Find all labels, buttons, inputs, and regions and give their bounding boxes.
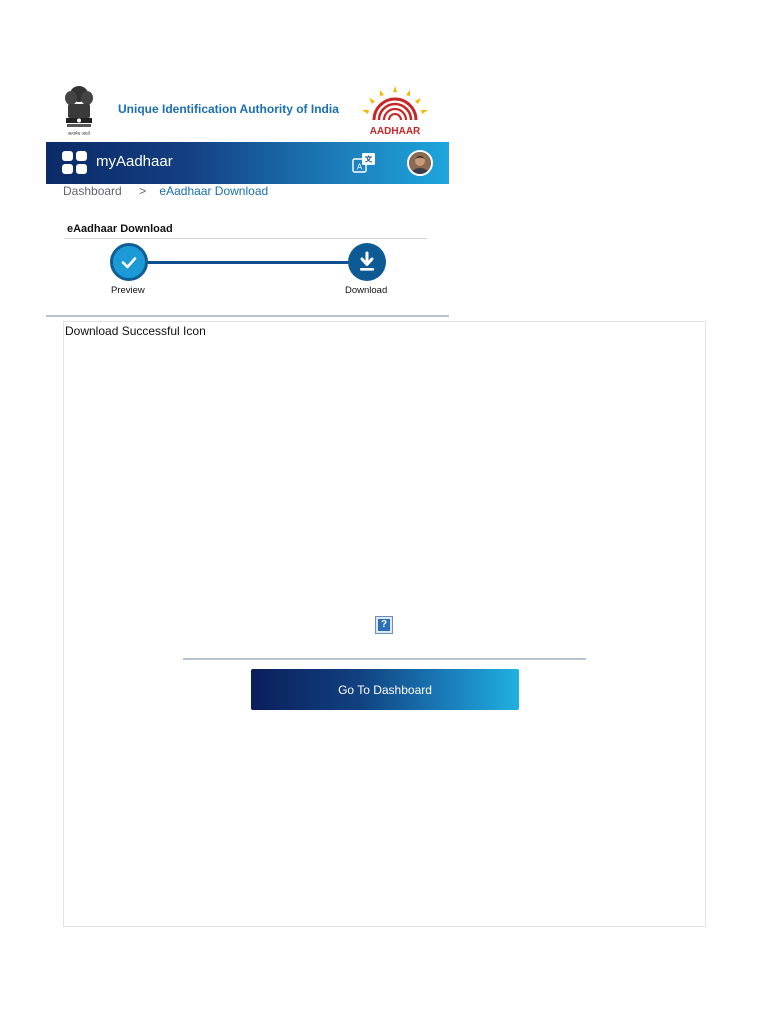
breadcrumb-separator-icon: > [139, 184, 147, 198]
app-title: myAadhaar [96, 153, 173, 170]
aadhaar-logo [358, 86, 432, 136]
step-preview [110, 243, 148, 281]
main-panel [63, 321, 706, 927]
app-bar [46, 142, 449, 184]
broken-image-icon: ? [375, 616, 393, 634]
org-name: Unique Identification Authority of India [118, 102, 339, 116]
emblem-motto: सत्यमेव जयते [67, 132, 91, 137]
breadcrumb [63, 184, 268, 198]
aadhaar-logo-text: AADHAAR [369, 126, 421, 136]
step-preview-label: Preview [111, 285, 145, 296]
section-divider [65, 238, 427, 239]
step-download [348, 243, 386, 281]
download-icon [348, 243, 386, 281]
panel-divider [183, 658, 586, 660]
go-to-dashboard-button[interactable]: Go To Dashboard [251, 669, 519, 710]
section-title: eAadhaar Download [67, 223, 173, 235]
language-translate-icon[interactable] [352, 152, 376, 174]
check-icon [113, 246, 145, 278]
grid-menu-icon[interactable] [62, 151, 88, 175]
user-avatar-icon [409, 152, 431, 174]
national-emblem-icon [62, 84, 96, 138]
avatar[interactable] [407, 150, 433, 176]
breadcrumb-current: eAadhaar Download [159, 184, 269, 198]
svg-text:A: A [356, 162, 363, 172]
download-success-image-alt: Download Successful Icon [65, 324, 206, 338]
breadcrumb-dashboard[interactable]: Dashboard [63, 184, 122, 198]
stepper-connector [147, 261, 349, 264]
top-header [46, 82, 449, 140]
step-download-label: Download [345, 285, 388, 296]
header-divider [46, 315, 449, 317]
